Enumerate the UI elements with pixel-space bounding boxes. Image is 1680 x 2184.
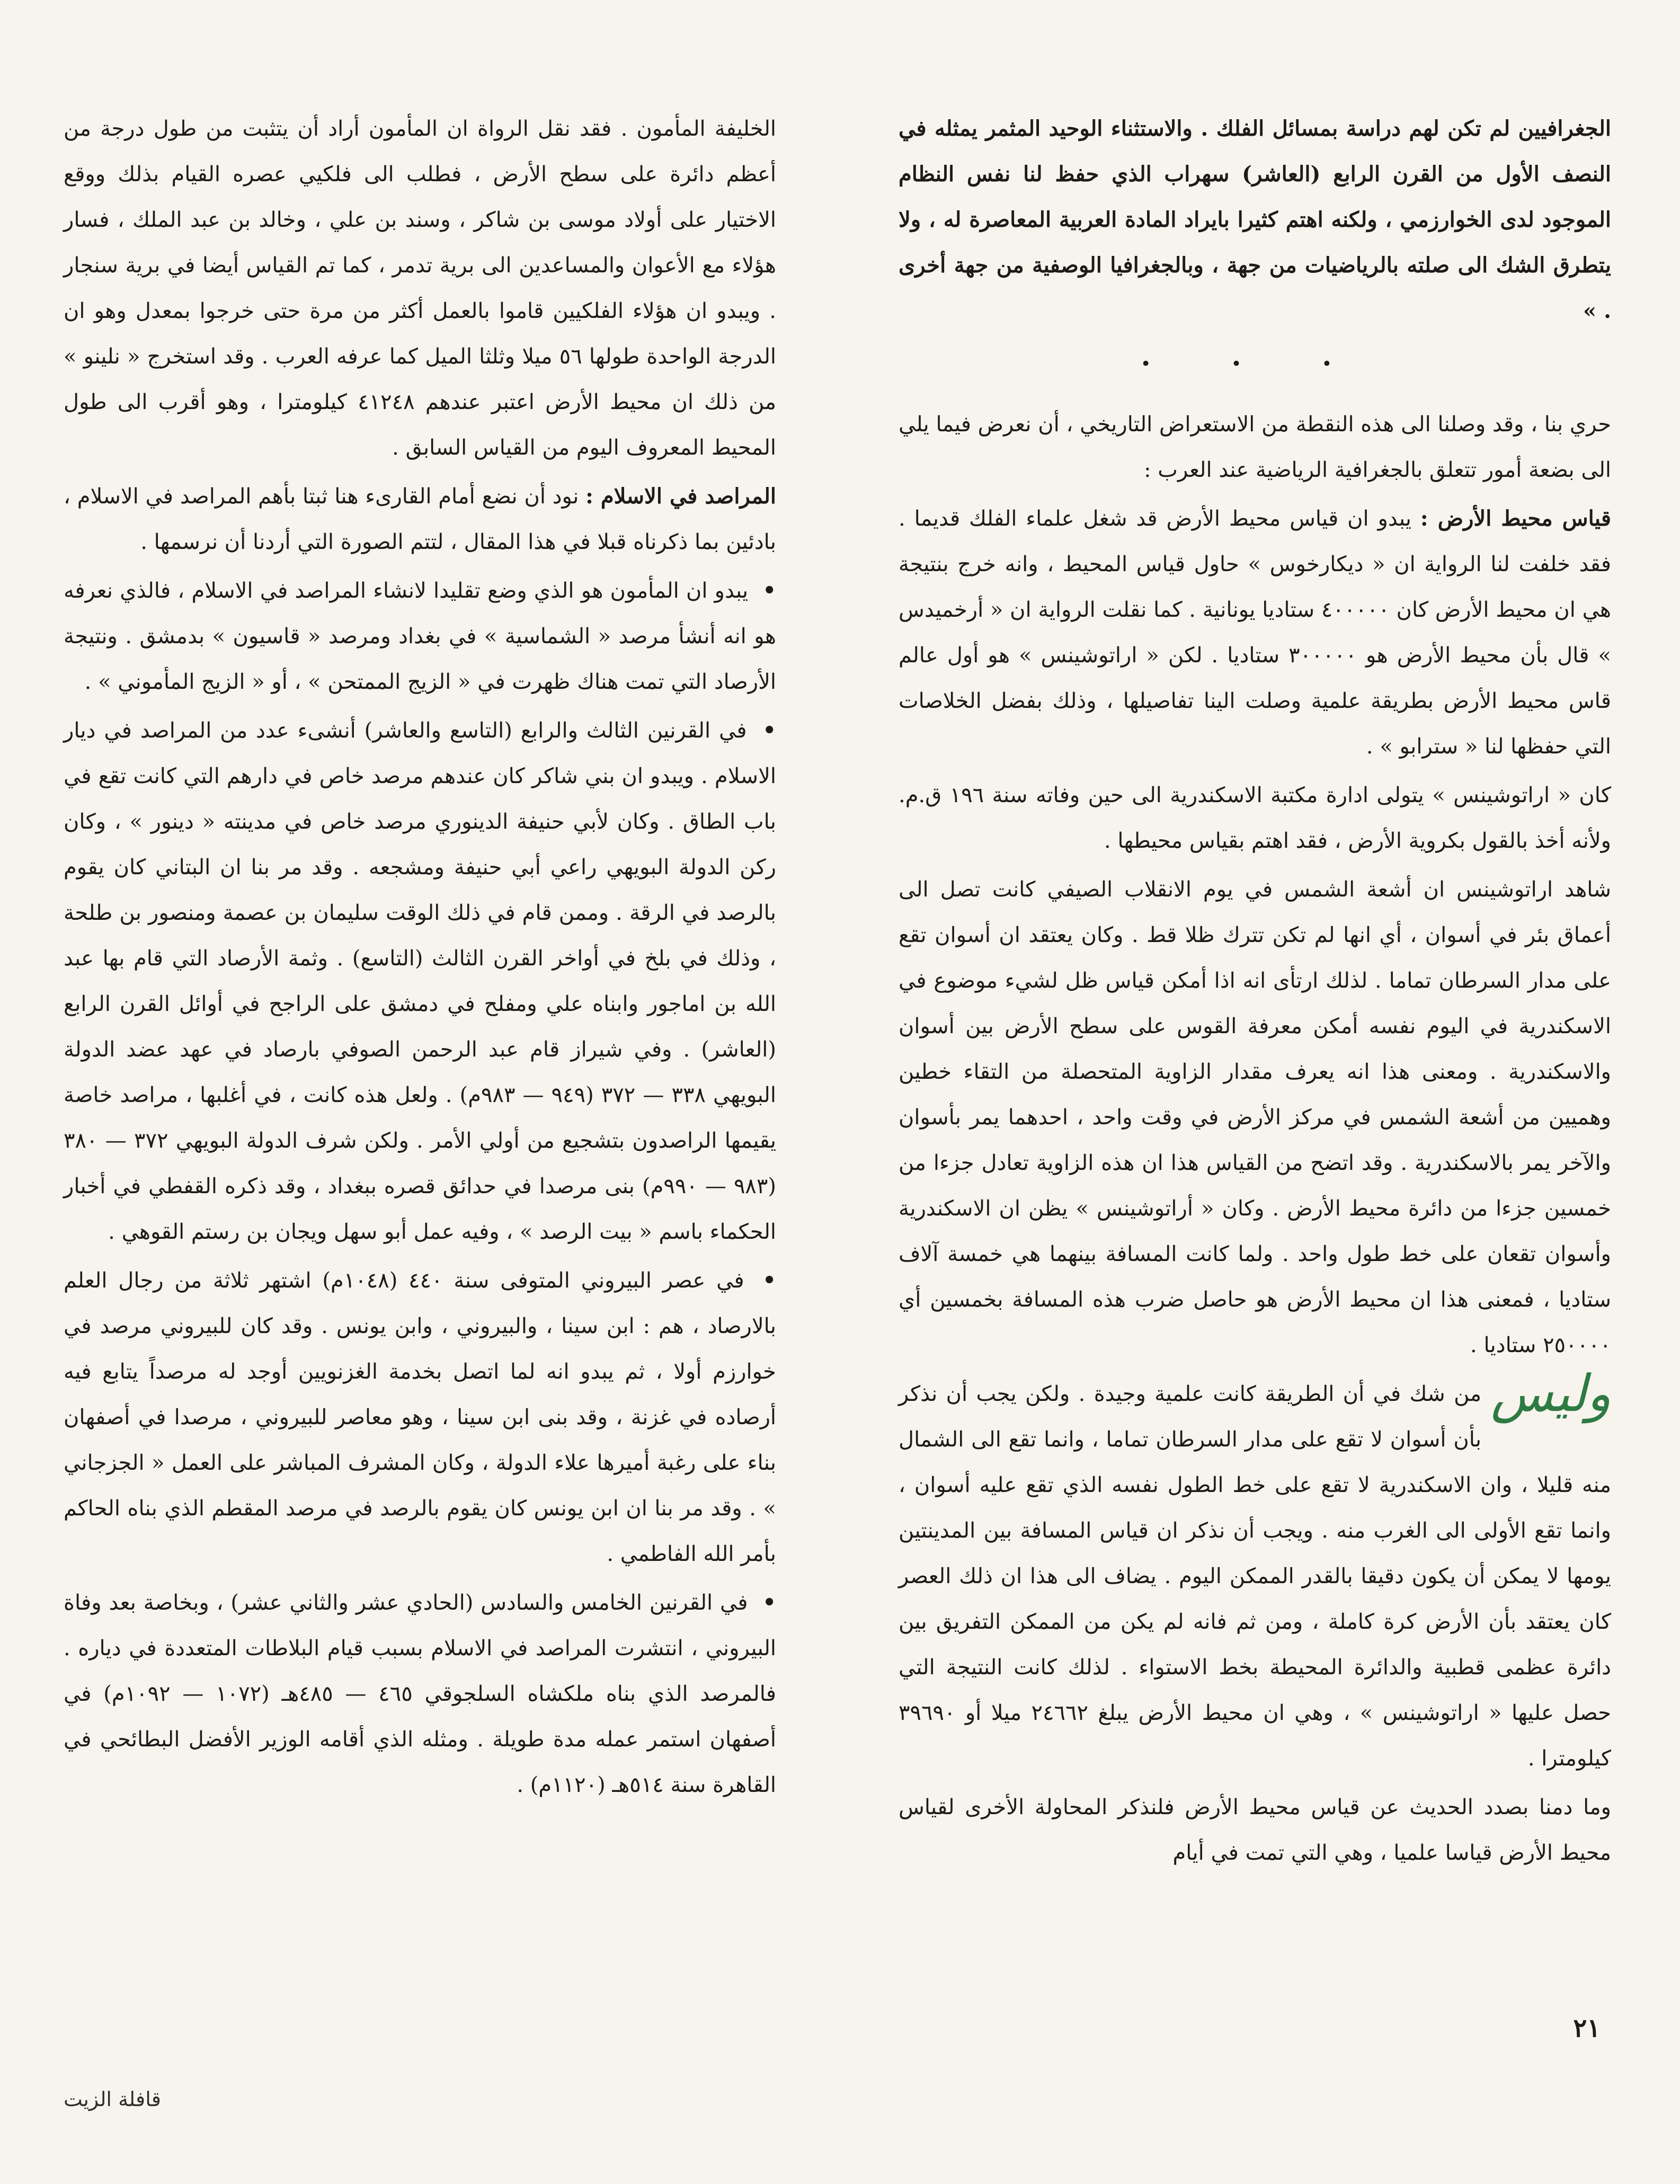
magazine-name: قافلة الزيت bbox=[64, 2088, 161, 2111]
bullet-icon: • bbox=[762, 718, 777, 743]
bullet-item bbox=[64, 708, 776, 1255]
paragraph-with-heading bbox=[899, 496, 1611, 769]
left-column bbox=[64, 106, 776, 1808]
bullet-text: في عصر البيروني المتوفى سنة ٤٤٠ (١٠٤٨م) اشتهر ثلاثة من رجال العلم بالارصاد ، هم : ابن سينا ، والبيروني ، وابن يونس . وقد كان للبيروني مرصد في خوارزم أولا ، ثم يبدو انه لما اتصل بخدمة الغزنويين أوجد له مرصداً يتابع فيه أرصاده في غزنة ، وقد بنى ابن سينا ، وهو معاصر للبيروني ، مرصدا في أصفهان بناء على رغبة أميرها علاء الدولة ، وكان المشرف المباشر على العمل « الجزجاني » . وقد مر بنا ان ابن يونس كان يقوم بالرصد في مرصد المقطم الذي بناه الحاكم بأمر الله الفاطمي . bbox=[64, 1268, 776, 1566]
section-separator: • • • bbox=[1140, 353, 1370, 375]
paragraph: كان « اراتوشينس » يتولى ادارة مكتبة الاسكندرية الى حين وفاته سنة ١٩٦ ق.م. ولأنه أخذ بالقول بكروية الأرض ، فقد اهتم بقياس محيطها . bbox=[899, 783, 1612, 853]
bullet-item bbox=[64, 1580, 776, 1808]
bullet-icon: • bbox=[762, 1590, 776, 1615]
section-heading: قياس محيط الأرض : bbox=[1420, 506, 1612, 531]
bullet-text: يبدو ان المأمون هو الذي وضع تقليدا لانشاء المراصد في الاسلام ، فالذي نعرفه هو انه أنشأ مرصد « الشماسية » في بغداد ومرصد « قاسيون » بدمشق . ونتيجة الأرصاد التي تمت هناك ظهرت في « الزيج الممتحن » ، أو « الزيج المأموني » . bbox=[64, 579, 776, 694]
section-heading: المراصد في الاسلام : bbox=[585, 484, 776, 509]
paragraph: وما دمنا بصدد الحديث عن قياس محيط الأرض فلنذكر المحاولة الأخرى لقياس محيط الأرض قياسا علميا ، وهي التي تمت في أيام bbox=[899, 1795, 1611, 1865]
paragraph: الخليفة المأمون . فقد نقل الرواة ان المأمون أراد أن يتثبت من طول درجة من أعظم دائرة على سطح الأرض ، فطلب الى فلكيي عصره القيام بذلك ووقع الاختيار على أولاد موسى بن شاكر ، وسند بن علي ، وخالد بن عبد الملك ، فسار هؤلاء مع الأعوان والمساعدين الى برية تدمر ، كما تم القياس أيضا في برية سنجار . ويبدو ان هؤلاء الفلكيين قاموا بالعمل أكثر من مرة حتى خرجوا بمعدل وهو ان الدرجة الواحدة طولها ٥٦ ميلا وثلثا الميل كما عرفه العرب . وقد استخرج « نلينو » من ذلك ان محيط الأرض اعتبر عندهم ٤١٢٤٨ كيلومترا ، وهو أقرب الى طول المحيط المعروف اليوم من القياس السابق . bbox=[64, 117, 776, 460]
paragraph-text: يبدو ان قياس محيط الأرض قد شغل علماء الفلك قديما . فقد خلفت لنا الرواية ان « ديكارخوس » حاول قياس المحيط ، وانه خرج بنتيجة هي ان محيط الأرض كان ٤٠٠٠٠٠ ستاديا يونانية . كما نقلت الرواية ان « أرخميدس » قال بأن محيط الأرض هو ٣٠٠٠٠٠ ستاديا . لكن « اراتوشينس » هو أول عالم قاس محيط الأرض بطريقة علمية وصلت الينا تفاصيلها ، وذلك بفضل الخلاصات التي حفظها لنا « سترابو » . bbox=[899, 507, 1612, 759]
paragraph: حري بنا ، وقد وصلنا الى هذه النقطة من الاستعراض التاريخي ، أن نعرض فيما يلي الى بضعة أمور تتعلق بالجغرافية الرياضية عند العرب : bbox=[899, 412, 1611, 482]
decorative-dropcap: وليس bbox=[1491, 1364, 1611, 1423]
paragraph: شاهد اراتوشينس ان أشعة الشمس في يوم الانقلاب الصيفي كانت تصل الى أعماق بئر في أسوان ، أي انها لم تكن تترك ظلا قط . وكان يعتقد ان أسوان تقع على مدار السرطان تماما . لذلك ارتأى انه اذا أمكن قياس ظل لشيء موضوع في الاسكندرية في اليوم نفسه أمكن معرفة القوس على سطح الأرض بين أسوان والاسكندرية . ومعنى هذا انه يعرف مقدار الزاوية المتحصلة من التقاء خطين وهميين من أشعة الشمس في مركز الأرض في وقت واحد ، احدهما يمر بأسوان والآخر يمر بالاسكندرية . وقد اتضح من القياس هذا ان هذه الزاوية تعادل جزءا من خمسين جزءا من دائرة محيط الأرض . وكان « أراتوشينس » يظن ان الاسكندرية وأسوان تقعان على خط طول واحد . ولما كانت المسافة بينهما هي خمسة آلاف ستاديا ، فمعنى هذا ان محيط الأرض هو حاصل ضرب هذه المسافة بخمسين أي ٢٥٠٠٠٠ ستاديا . bbox=[899, 877, 1612, 1357]
paragraph-with-heading bbox=[64, 474, 776, 565]
paragraph-with-dropcap bbox=[899, 1364, 1611, 1781]
paragraph-text: نود أن نضع أمام القارىء هنا ثبتا بأهم المراصد في الاسلام ، بادئين بما ذكرناه قبلا في هذا المقال ، لتتم الصورة التي أردنا أن نرسمها . bbox=[64, 484, 776, 554]
bullet-icon: • bbox=[762, 1268, 776, 1293]
bullet-icon: • bbox=[762, 578, 777, 603]
bullet-item bbox=[64, 1258, 776, 1577]
paragraph-text: من شك في أن الطريقة كانت علمية وجيدة . ولكن يجب أن نذكر بأن أسوان لا تقع على مدار السرطان تماما ، وانما تقع الى الشمال منه قليلا ، وان الاسكندرية لا تقع على خط الطول نفسه الذي تقع عليه أسوان ، وانما تقع الأولى الى الغرب منه . ويجب أن نذكر ان قياس المسافة بين المدينتين يومها لا يمكن أن يكون دقيقا بالقدر الممكن اليوم . يضاف الى هذا ان ذلك العصر كان يعتقد بأن الأرض كرة كاملة ، ومن ثم فانه لم يكن من الممكن التفريق بين دائرة عظمى قطبية والدائرة المحيطة بخط الاستواء . لذلك كانت النتيجة التي حصل عليها « اراتوشينس » ، وهي ان محيط الأرض يبلغ ٢٤٦٦٢ ميلا أو ٣٩٦٩٠ كيلومترا . bbox=[899, 1382, 1611, 1771]
bullet-text: في القرنين الثالث والرابع (التاسع والعاشر) أنشىء عدد من المراصد في ديار الاسلام . ويبدو ان بني شاكر كان عندهم مرصد خاص في دارهم التي كانت تقع في باب الطاق . وكان لأبي حنيفة الدينوري مرصد خاص في مدينته « دينور » ، وكان ركن الدولة البويهي راعي أبي حنيفة ومشجعه . وقد مر بنا ان البتاني كان يقوم بالرصد في الرقة . وممن قام في ذلك الوقت سليمان بن عصمة ومنصور بن طلحة ، وذلك في بلخ في أواخر القرن الثالث (التاسع) . وثمة الأرصاد التي قام بها عبد الله بن اماجور وابناه علي ومفلح في دمشق على الراجح في أوائل القرن الرابع (العاشر) . وفي شيراز قام عبد الرحمن الصوفي بارصاد في عهد عضد الدولة البويهي ٣٣٨ — ٣٧٢ (٩٤٩ — ٩٨٣م) . ولعل هذه كانت ، في أغلبها ، مراصد خاصة يقيمها الراصدون بتشجيع من أولي الأمر . ولكن شرف الدولة البويهي ٣٧٢ — ٣٨٠ (٩٨٣ — ٩٩٠م) بنى مرصدا في حدائق قصره ببغداد ، وقد ذكره القفطي في أخبار الحكماء باسم « بيت الرصد » ، وفيه عمل أبو سهل ويجان بن رستم القوهي . bbox=[64, 718, 776, 1244]
bullet-text: في القرنين الخامس والسادس (الحادي عشر والثاني عشر) ، وبخاصة بعد وفاة البيروني ، انتشرت المراصد في الاسلام بسبب قيام البلاطات المتعددة في دياره . فالمرصد الذي بناه ملكشاه السلجوقي ٤٦٥ — ٤٨٥هـ (١٠٧٢ — ١٠٩٢م) في أصفهان استمر عمله مدة طويلة . ومثله الذي أقامه الوزير الأفضل البطائحي في القاهرة سنة ٥١٤هـ (١١٢٠م) . bbox=[64, 1591, 776, 1797]
bullet-item bbox=[64, 568, 776, 705]
intro-paragraph: الجغرافيين لم تكن لهم دراسة بمسائل الفلك . والاستثناء الوحيد المثمر يمثله في النصف الأول من القرن الرابع (العاشر) سهراب الذي حفظ لنا نفس النظام الموجود لدى الخوارزمي ، ولكنه اهتم كثيرا بايراد المادة العربية المعاصرة له ، ولا يتطرق الشك الى صلته بالرياضيات من جهة ، وبالجغرافيا الوصفية من جهة أخرى . » bbox=[899, 116, 1611, 323]
right-column bbox=[899, 106, 1611, 1876]
page-number: ٢١ bbox=[1573, 2013, 1601, 2043]
